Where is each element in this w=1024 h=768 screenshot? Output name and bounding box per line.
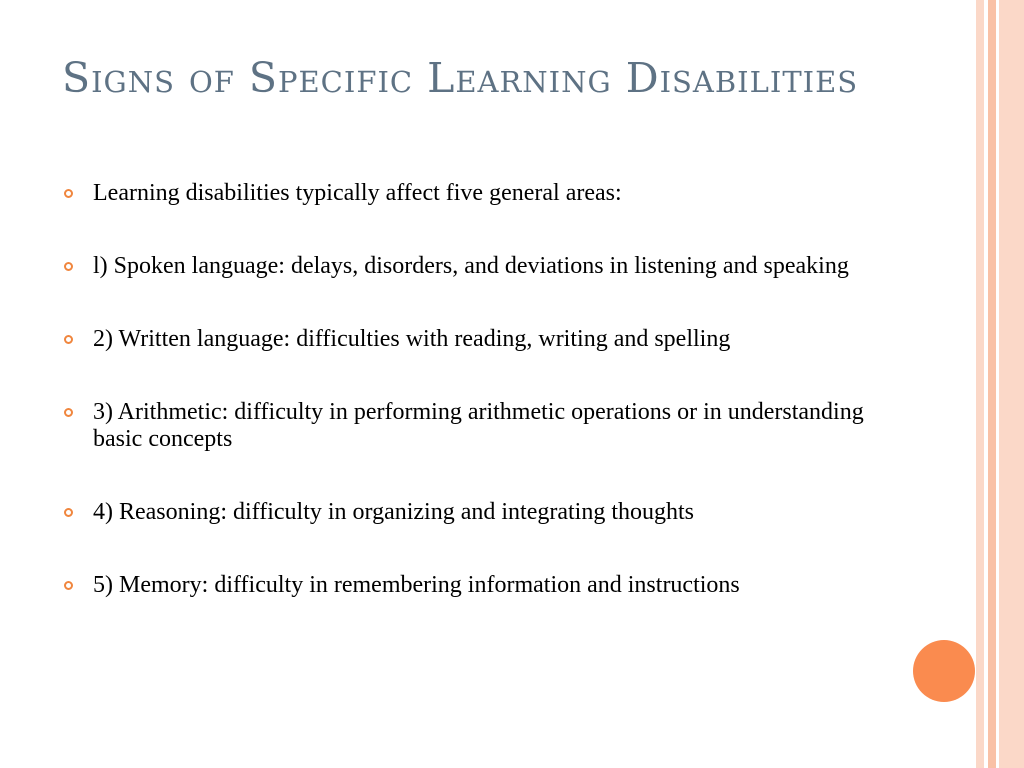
decorative-stripe — [988, 0, 996, 768]
decorative-stripe — [976, 0, 984, 768]
bullet-text: 5) Memory: difficulty in remembering information and instructions — [93, 572, 740, 598]
bullet-circle-icon — [64, 408, 73, 417]
bullet-item — [64, 572, 864, 599]
bullet-circle-icon — [64, 262, 73, 271]
bullet-item — [64, 253, 864, 280]
bullet-item — [64, 399, 864, 453]
slide-title: Signs of Specific Learning Disabilities — [62, 54, 859, 102]
bullet-circle-icon — [64, 335, 73, 344]
bullet-list — [64, 180, 864, 645]
bullet-circle-icon — [64, 581, 73, 590]
bullet-text: Learning disabilities typically affect five general areas: — [93, 180, 622, 206]
bullet-item — [64, 499, 864, 526]
bullet-text: 3) Arithmetic: difficulty in performing arithmetic operations or in understanding basic concepts — [93, 399, 864, 452]
bullet-item — [64, 326, 864, 353]
bullet-circle-icon — [64, 189, 73, 198]
bullet-text: 2) Written language: difficulties with reading, writing and spelling — [93, 326, 731, 352]
bullet-item — [64, 180, 864, 207]
bullet-circle-icon — [64, 508, 73, 517]
decorative-stripe — [999, 0, 1024, 768]
bullet-text: l) Spoken language: delays, disorders, and deviations in listening and speaking — [93, 253, 849, 279]
bullet-text: 4) Reasoning: difficulty in organizing and integrating thoughts — [93, 499, 695, 525]
decorative-circle — [913, 640, 975, 702]
